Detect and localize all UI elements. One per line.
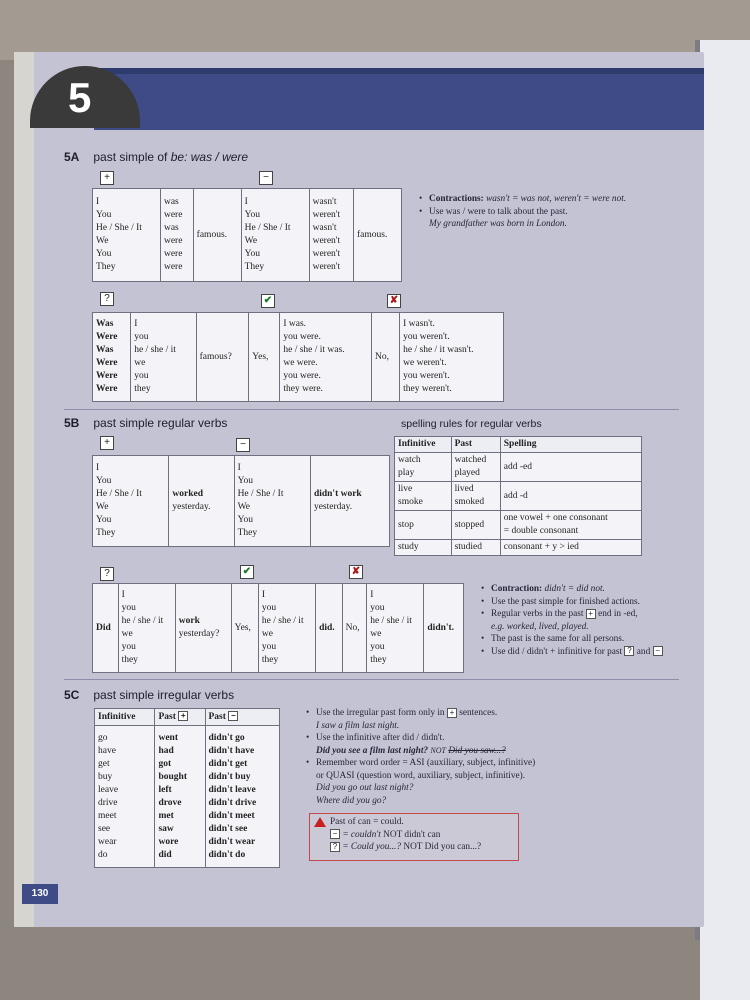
wrong-example: Did you saw...? — [448, 745, 506, 756]
cell: You — [244, 249, 261, 259]
section-title-emphasis: be: was / were — [170, 150, 249, 164]
cell: didn't see — [208, 823, 248, 834]
section-5b-heading — [64, 416, 227, 430]
yes-symbol: ✔ — [240, 565, 254, 579]
q-yes: Yes, — [249, 313, 280, 402]
cell: I wasn't. — [403, 319, 435, 329]
neg-subjects — [241, 189, 309, 282]
note — [481, 583, 703, 596]
q-yes-aux: did. — [316, 584, 343, 673]
cell: I — [134, 319, 138, 329]
cell: go — [98, 732, 108, 743]
warning-box — [309, 813, 519, 861]
cell: You — [237, 476, 253, 486]
cell: we weren't. — [403, 358, 447, 368]
q-no-aux: didn't. — [424, 584, 464, 673]
cell: drove — [158, 797, 182, 808]
note-text: end in -ed, — [598, 609, 638, 619]
note-example: Where did you go? — [316, 795, 387, 806]
cell: we — [370, 629, 382, 639]
cell: yesterday. — [172, 502, 211, 512]
q-yes-answers — [280, 313, 372, 402]
cell: went — [158, 732, 178, 743]
header-band-top — [94, 68, 704, 74]
q-no: No, — [371, 313, 399, 402]
cell: have — [98, 745, 116, 756]
note-text: Remember word order = ASI (auxiliary, subject, infinitive) — [316, 758, 536, 768]
section-title: past simple irregular verbs — [93, 688, 235, 702]
positive-symbol: + — [447, 708, 457, 718]
note-example: I saw a film last night. — [316, 720, 400, 731]
header-band — [94, 68, 704, 130]
cell: he / she / it was. — [283, 345, 345, 355]
cell: yesterday? — [178, 629, 220, 639]
cell: = double consonant — [503, 526, 579, 536]
negative-symbol: − — [653, 646, 663, 656]
negative-symbol: − — [228, 711, 238, 721]
cell: we — [134, 358, 146, 368]
not-label: NOT — [430, 745, 446, 755]
cell: did — [158, 849, 172, 860]
q-subjects — [118, 584, 175, 673]
cell: they — [121, 655, 138, 665]
cell: he / she / it — [134, 345, 176, 355]
cell: was — [163, 223, 179, 233]
cell: you — [261, 642, 277, 652]
section-divider — [64, 409, 679, 410]
cell: You — [96, 210, 112, 220]
note-text: Regular verbs in the past — [491, 609, 584, 619]
note — [481, 633, 703, 646]
cell: smoked — [454, 497, 485, 507]
cell: add -ed — [500, 453, 641, 482]
cell: do — [98, 849, 108, 860]
cell: We — [237, 502, 250, 512]
table-row — [395, 453, 642, 482]
col-header — [155, 709, 205, 726]
unit-number: 5 — [68, 74, 92, 121]
regular-verbs-positive-negative-table — [92, 455, 390, 547]
positive-symbol: + — [586, 609, 596, 619]
q-verbs — [93, 313, 131, 402]
note-text: wasn't = was not, weren't = were not. — [483, 194, 627, 204]
cell — [500, 511, 641, 540]
yes-symbol: ✔ — [261, 294, 275, 308]
section-5a-heading — [64, 150, 248, 164]
note-text: or QUASI (question word, auxiliary, subject, infinitive). — [316, 770, 526, 781]
negative-symbol: − — [259, 171, 273, 185]
not-label: NOT — [403, 842, 423, 852]
cell: didn't go — [208, 732, 245, 743]
cell: got — [158, 758, 172, 769]
section-5c-notes — [306, 707, 606, 807]
pos-verbs — [160, 189, 193, 282]
cell: he / she / it — [370, 616, 412, 626]
note-bold: Contraction: — [491, 584, 543, 594]
cell: you weren't. — [403, 332, 450, 342]
cell: drive — [98, 797, 118, 808]
cell: consonant + y > ied — [500, 540, 641, 556]
note-example: My grandfather was born in London. — [429, 219, 567, 229]
note-text: and — [636, 646, 651, 657]
cell: wasn't — [312, 223, 337, 233]
no-symbol: ✘ — [387, 294, 401, 308]
cell: He / She / It — [244, 223, 291, 233]
cell: we — [261, 629, 273, 639]
cell: didn't buy — [208, 771, 251, 782]
note-bold: Contractions: — [429, 194, 484, 204]
example-bold: Did you see a film last night? — [316, 745, 429, 756]
cell: Was — [96, 345, 114, 355]
section-code: 5A — [64, 150, 80, 164]
cell: You — [96, 515, 112, 525]
spelling-rules-title: spelling rules for regular verbs — [401, 418, 542, 430]
cell: Were — [96, 384, 118, 394]
header-text: Past — [158, 711, 176, 722]
section-code: 5B — [64, 416, 80, 430]
note — [306, 707, 606, 732]
cell: you — [370, 603, 385, 613]
cell: studied — [451, 540, 500, 556]
q-yes: Yes, — [231, 584, 258, 673]
warning-text: = couldn't — [342, 829, 381, 840]
table-row — [395, 482, 642, 511]
background-surface — [0, 0, 750, 60]
cell: wore — [158, 836, 179, 847]
neg-complement: famous. — [353, 189, 401, 282]
cell: one vowel + one consonant — [503, 513, 608, 523]
cell: played — [454, 468, 480, 478]
positive-symbol: + — [178, 711, 188, 721]
neg-subjects — [234, 456, 310, 547]
cell: you — [370, 642, 385, 652]
col-header: Infinitive — [95, 709, 155, 726]
cell: you — [134, 332, 149, 342]
pos-subjects — [93, 189, 161, 282]
col-header — [205, 709, 280, 726]
cell: meet — [98, 810, 117, 821]
cell: weren't — [312, 249, 341, 259]
book-page — [14, 52, 704, 927]
cell: stopped — [451, 511, 500, 540]
cell: weren't — [312, 262, 341, 272]
neg-verb-time — [310, 456, 389, 547]
cell: didn't drive — [208, 797, 257, 808]
positive-symbol: + — [100, 171, 114, 185]
cell: wear — [98, 836, 117, 847]
cell: they — [370, 655, 387, 665]
cell: add -d — [500, 482, 641, 511]
cell: They — [237, 528, 258, 538]
question-symbol: ? — [624, 646, 634, 656]
pos-subjects — [93, 456, 169, 547]
section-code: 5C — [64, 688, 80, 702]
wrong-example: didn't can — [404, 829, 441, 840]
cell: Were — [96, 371, 118, 381]
cell: I — [96, 197, 100, 207]
cell: weren't — [312, 210, 341, 220]
q-verb-time — [175, 584, 231, 673]
cell: was — [163, 197, 179, 207]
next-page-edge — [700, 40, 750, 1000]
cell: He / She / It — [237, 489, 284, 499]
col-header: Infinitive — [395, 437, 452, 453]
cell: you — [134, 371, 149, 381]
cell: had — [158, 745, 174, 756]
negative-symbol: − — [236, 438, 250, 452]
col-header: Past — [451, 437, 500, 453]
cell: I — [121, 590, 125, 600]
cell: play — [398, 468, 415, 478]
cell: didn't do — [208, 849, 246, 860]
warning-line — [330, 829, 514, 842]
cell: We — [244, 236, 258, 246]
cell: weren't — [312, 236, 341, 246]
cell: He / She / It — [96, 223, 142, 233]
note-example — [316, 745, 606, 758]
cell: you were. — [283, 332, 321, 342]
cell: were — [163, 210, 183, 220]
cell: leave — [98, 784, 119, 795]
cell: Was — [96, 319, 114, 329]
warning-text: = Could you...? — [342, 842, 402, 852]
neg-verbs — [309, 189, 353, 282]
cell: I — [96, 463, 100, 473]
cell: left — [158, 784, 172, 795]
cell: They — [96, 262, 116, 272]
note-text: sentences. — [459, 708, 498, 718]
q-no-answers — [400, 313, 504, 402]
cell: were — [163, 249, 183, 259]
note — [306, 757, 606, 807]
note — [481, 646, 703, 659]
cell: smoke — [398, 497, 423, 507]
regular-verbs-question-table — [92, 583, 464, 673]
cell: You — [96, 249, 112, 259]
q-subjects — [131, 313, 196, 402]
cell: didn't get — [208, 758, 248, 769]
negative-symbol: − — [330, 829, 340, 839]
cell: He / She / It — [96, 489, 142, 499]
note-text: The past is the same for all persons. — [491, 634, 625, 644]
infinitive-column — [95, 726, 155, 868]
note-text: Use was / were to talk about the past. — [429, 206, 568, 217]
cell: they — [261, 655, 279, 665]
pos-complement: famous. — [193, 189, 241, 282]
page-number: 130 — [22, 884, 58, 904]
table-row — [395, 511, 642, 540]
cell: Were — [96, 358, 118, 368]
warning-icon — [314, 817, 326, 827]
cell: study — [395, 540, 452, 556]
cell: We — [96, 236, 109, 246]
cell: he / she / it — [121, 616, 164, 626]
cell: see — [98, 823, 111, 834]
table-row — [395, 540, 642, 556]
cell: didn't work — [313, 489, 362, 499]
q-aux: Did — [93, 584, 119, 673]
irregular-verbs-table — [94, 708, 280, 868]
note-text: Use the infinitive after did / didn't. — [316, 733, 445, 743]
cell: live — [398, 484, 413, 494]
cell: you were. — [283, 371, 321, 381]
cell: yesterday. — [313, 502, 353, 512]
note-text: Use the past simple for finished actions. — [491, 596, 640, 607]
warning-title: Past of can = could. — [330, 817, 404, 827]
cell: Were — [96, 332, 118, 342]
section-5b-notes — [481, 583, 703, 658]
cell: We — [96, 502, 109, 512]
note — [419, 206, 704, 231]
section-divider — [64, 679, 679, 680]
no-symbol: ✘ — [349, 565, 363, 579]
cell: you — [121, 603, 136, 613]
cell: they — [134, 384, 151, 394]
cell: stop — [395, 511, 452, 540]
cell — [395, 482, 452, 511]
cell — [451, 482, 500, 511]
question-symbol: ? — [100, 567, 114, 581]
cell: work — [178, 616, 200, 626]
past-negative-column — [205, 726, 280, 868]
cell: didn't wear — [208, 836, 256, 847]
cell: you — [121, 642, 136, 652]
question-symbol: ? — [330, 842, 340, 852]
cell: he / she / it — [261, 616, 304, 626]
cell: didn't leave — [208, 784, 256, 795]
not-label: NOT — [383, 829, 403, 840]
cell: didn't have — [208, 745, 255, 756]
cell: I — [370, 590, 374, 600]
cell: he / she / it wasn't. — [403, 345, 474, 355]
positive-symbol: + — [100, 436, 114, 450]
cell: get — [98, 758, 110, 769]
cell: met — [158, 810, 174, 821]
cell: were — [163, 262, 183, 272]
cell: You — [96, 476, 112, 486]
cell — [395, 453, 452, 482]
section-5a-notes — [419, 193, 704, 231]
spelling-rules-table — [394, 436, 642, 556]
cell: we — [121, 629, 133, 639]
cell: were — [163, 236, 183, 246]
cell: buy — [98, 771, 113, 782]
cell: you — [261, 603, 277, 613]
cell: didn't meet — [208, 810, 255, 821]
cell: worked — [172, 489, 203, 499]
note-example: e.g. worked, lived, played. — [491, 621, 589, 632]
cell: I — [237, 463, 241, 473]
wrong-example: Did you can...? — [424, 842, 482, 852]
cell: They — [96, 528, 116, 538]
cell: they weren't. — [403, 384, 452, 394]
q-no: No, — [342, 584, 367, 673]
cell: you weren't. — [403, 371, 450, 381]
section-5c-heading — [64, 688, 234, 702]
note-text: Use the irregular past form only in — [316, 708, 445, 718]
cell: watch — [398, 455, 421, 465]
cell — [451, 453, 500, 482]
cell: saw — [158, 823, 174, 834]
q-yes-subjects — [258, 584, 315, 673]
cell: You — [244, 210, 261, 220]
note-text: past — [607, 646, 623, 657]
note — [306, 732, 606, 757]
pos-verb-time — [169, 456, 234, 547]
cell: they were. — [283, 384, 323, 394]
page-edge — [14, 52, 34, 927]
cell: wasn't — [312, 197, 337, 207]
section-title: past simple of — [93, 150, 171, 164]
cell: we were. — [283, 358, 318, 368]
cell: bought — [158, 771, 187, 782]
q-complement: famous? — [196, 313, 249, 402]
section-title: past simple regular verbs — [93, 416, 228, 430]
col-header: Spelling — [500, 437, 641, 453]
cell: lived — [454, 484, 474, 494]
note-example: Did you go out last night? — [316, 783, 414, 793]
question-symbol: ? — [100, 292, 114, 306]
cell: I — [244, 197, 248, 207]
cell: I — [261, 590, 266, 600]
past-positive-column — [155, 726, 205, 868]
cell: watched — [454, 455, 487, 465]
note — [481, 596, 703, 609]
cell: I was. — [283, 319, 307, 329]
was-were-positive-negative-table — [92, 188, 402, 282]
was-were-question-table — [92, 312, 504, 402]
note — [419, 193, 704, 206]
warning-line — [330, 841, 514, 854]
q-no-subjects — [367, 584, 424, 673]
note-text: didn't = did not. — [542, 584, 605, 594]
note-text: Use did / didn't + infinitive for — [491, 646, 605, 657]
note — [481, 608, 703, 633]
cell: They — [244, 262, 265, 272]
header-text: Past — [208, 711, 226, 722]
cell: You — [237, 515, 253, 525]
